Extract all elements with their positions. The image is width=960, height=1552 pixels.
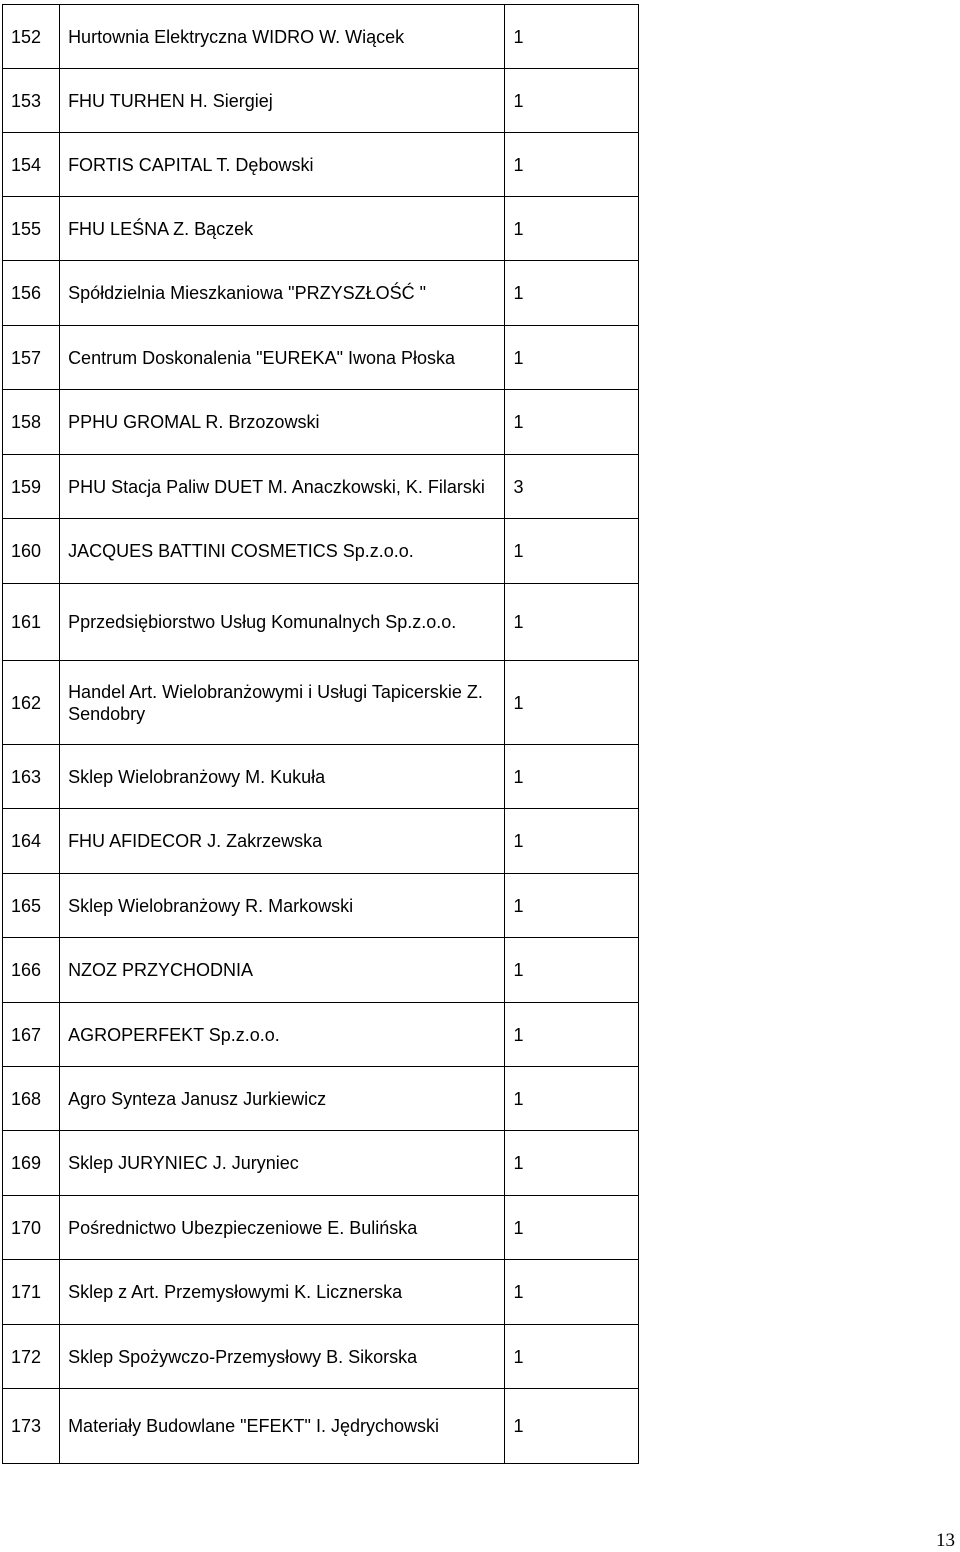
- row-quantity: 1: [505, 519, 639, 584]
- table-row: [3, 745, 639, 809]
- row-number: 164: [3, 809, 60, 874]
- table-row: [3, 1260, 639, 1325]
- company-table-body: [3, 5, 639, 1464]
- row-number: 169: [3, 1131, 60, 1196]
- row-number: 153: [3, 69, 60, 133]
- company-name: FORTIS CAPITAL T. Dębowski: [60, 133, 505, 197]
- table-row: [3, 1067, 639, 1131]
- row-quantity: 1: [505, 197, 639, 261]
- row-number: 154: [3, 133, 60, 197]
- table-row: [3, 326, 639, 390]
- company-name: AGROPERFEKT Sp.z.o.o.: [60, 1003, 505, 1067]
- company-name: Sklep Wielobranżowy R. Markowski: [60, 874, 505, 938]
- company-table: [2, 4, 639, 1464]
- table-row: [3, 455, 639, 519]
- row-number: 155: [3, 197, 60, 261]
- table-row: [3, 197, 639, 261]
- row-quantity: 1: [505, 326, 639, 390]
- row-number: 170: [3, 1196, 60, 1260]
- row-quantity: 1: [505, 938, 639, 1003]
- company-name: JACQUES BATTINI COSMETICS Sp.z.o.o.: [60, 519, 505, 584]
- row-quantity: 1: [505, 1131, 639, 1196]
- company-name: Sklep JURYNIEC J. Juryniec: [60, 1131, 505, 1196]
- table-row: [3, 874, 639, 938]
- table-row: [3, 584, 639, 661]
- row-quantity: 1: [505, 745, 639, 809]
- company-name: FHU AFIDECOR J. Zakrzewska: [60, 809, 505, 874]
- company-name: NZOZ PRZYCHODNIA: [60, 938, 505, 1003]
- row-number: 161: [3, 584, 60, 661]
- table-row: [3, 1196, 639, 1260]
- company-name: FHU TURHEN H. Siergiej: [60, 69, 505, 133]
- company-name: Spółdzielnia Mieszkaniowa "PRZYSZŁOŚĆ ": [60, 261, 505, 326]
- row-number: 159: [3, 455, 60, 519]
- row-quantity: 1: [505, 5, 639, 69]
- table-row: [3, 133, 639, 197]
- table-row: [3, 1389, 639, 1464]
- row-quantity: 1: [505, 69, 639, 133]
- row-quantity: 1: [505, 1067, 639, 1131]
- table-row: [3, 1131, 639, 1196]
- company-name: Pośrednictwo Ubezpieczeniowe E. Bulińska: [60, 1196, 505, 1260]
- table-row: [3, 938, 639, 1003]
- company-name: Pprzedsiębiorstwo Usług Komunalnych Sp.z.o.o.: [60, 584, 505, 661]
- row-number: 158: [3, 390, 60, 455]
- company-name: Centrum Doskonalenia "EUREKA" Iwona Płoska: [60, 326, 505, 390]
- row-number: 156: [3, 261, 60, 326]
- row-quantity: 1: [505, 809, 639, 874]
- row-quantity: 1: [505, 874, 639, 938]
- row-quantity: 3: [505, 455, 639, 519]
- row-number: 171: [3, 1260, 60, 1325]
- row-number: 168: [3, 1067, 60, 1131]
- company-name: PHU Stacja Paliw DUET M. Anaczkowski, K. Filarski: [60, 455, 505, 519]
- row-quantity: 1: [505, 133, 639, 197]
- company-name: Sklep Spożywczo-Przemysłowy B. Sikorska: [60, 1325, 505, 1389]
- table-row: [3, 390, 639, 455]
- row-quantity: 1: [505, 1003, 639, 1067]
- row-quantity: 1: [505, 584, 639, 661]
- table-row: [3, 809, 639, 874]
- row-number: 173: [3, 1389, 60, 1464]
- row-quantity: 1: [505, 661, 639, 745]
- row-number: 157: [3, 326, 60, 390]
- table-row: [3, 1325, 639, 1389]
- company-name: Hurtownia Elektryczna WIDRO W. Wiącek: [60, 5, 505, 69]
- row-number: 165: [3, 874, 60, 938]
- row-quantity: 1: [505, 1325, 639, 1389]
- company-name: Sklep z Art. Przemysłowymi K. Licznerska: [60, 1260, 505, 1325]
- row-number: 163: [3, 745, 60, 809]
- table-row: [3, 261, 639, 326]
- table-row: [3, 661, 639, 745]
- row-quantity: 1: [505, 1260, 639, 1325]
- row-number: 160: [3, 519, 60, 584]
- row-quantity: 1: [505, 1389, 639, 1464]
- row-number: 152: [3, 5, 60, 69]
- company-name: Materiały Budowlane "EFEKT" I. Jędrychowski: [60, 1389, 505, 1464]
- company-name: PPHU GROMAL R. Brzozowski: [60, 390, 505, 455]
- company-name: Handel Art. Wielobranżowymi i Usługi Tapicerskie Z. Sendobry: [60, 661, 505, 745]
- row-number: 166: [3, 938, 60, 1003]
- row-quantity: 1: [505, 390, 639, 455]
- page-number: 13: [936, 1530, 955, 1551]
- row-quantity: 1: [505, 1196, 639, 1260]
- row-number: 172: [3, 1325, 60, 1389]
- row-quantity: 1: [505, 261, 639, 326]
- table-row: [3, 5, 639, 69]
- table-row: [3, 69, 639, 133]
- table-row: [3, 519, 639, 584]
- company-name: FHU LEŚNA Z. Bączek: [60, 197, 505, 261]
- row-number: 162: [3, 661, 60, 745]
- company-name: Agro Synteza Janusz Jurkiewicz: [60, 1067, 505, 1131]
- table-row: [3, 1003, 639, 1067]
- row-number: 167: [3, 1003, 60, 1067]
- company-name: Sklep Wielobranżowy M. Kukuła: [60, 745, 505, 809]
